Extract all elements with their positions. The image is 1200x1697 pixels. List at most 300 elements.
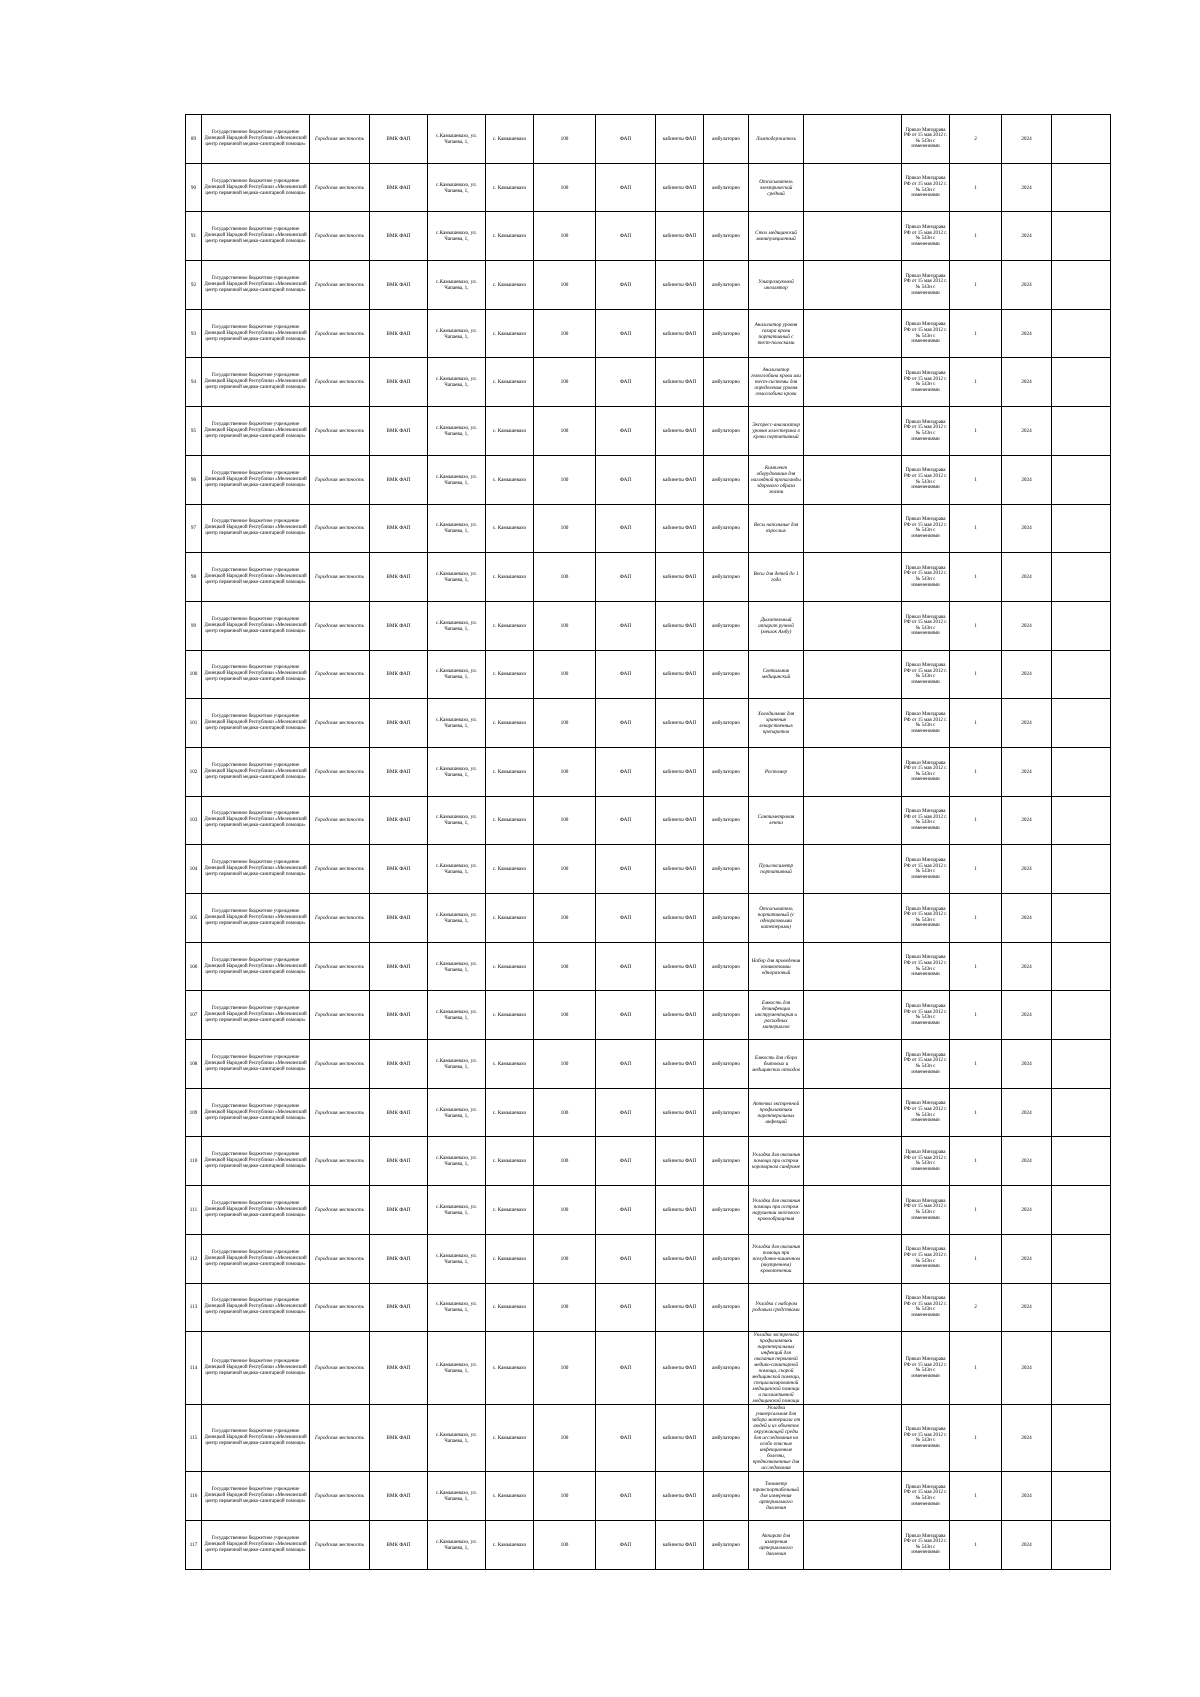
organization-cell: Государственное бюджетное учреждение Донецкой Народной Республики «Мелекинский центр первичной медико-санитарной помощи» — [202, 894, 310, 943]
address-cell: с.Камышевахо, ул. Чапаева, 1, — [428, 212, 486, 261]
equipment-name-cell: Светильник медицинский — [749, 650, 804, 699]
quantity-cell: 1 — [950, 1332, 1002, 1405]
year-cell: 2024 — [1002, 1234, 1052, 1283]
address-cell: с.Камышевахо, ул. Чапаева, 1, — [428, 601, 486, 650]
care-type-cell: амбулаторно — [704, 504, 749, 553]
empty-cell — [804, 261, 902, 310]
division-cell: ВМК ФАП — [370, 1283, 428, 1332]
locality-type-cell: Городская местность — [310, 115, 370, 164]
division-cell: ВМК ФАП — [370, 1040, 428, 1089]
table-row — [186, 650, 1111, 699]
division-cell: ВМК ФАП — [370, 699, 428, 748]
empty-cell — [1052, 650, 1111, 699]
row-number-cell: 107 — [186, 991, 202, 1040]
capacity-cell: 100 — [534, 991, 596, 1040]
year-cell: 2024 — [1002, 650, 1052, 699]
table-row — [186, 1234, 1111, 1283]
unit-cell: ФАП — [596, 358, 656, 407]
unit-cell: ФАП — [596, 212, 656, 261]
quantity-cell: 1 — [950, 1137, 1002, 1186]
quantity-cell: 1 — [950, 845, 1002, 894]
basis-document-cell: Приказ Минздрава РФ от 15 мая 2012 г. № 543н с изменениями — [902, 1472, 950, 1521]
organization-cell: Государственное бюджетное учреждение Донецкой Народной Республики «Мелекинский центр первичной медико-санитарной помощи» — [202, 796, 310, 845]
address-cell: с.Камышевахо, ул. Чапаева, 1, — [428, 358, 486, 407]
capacity-cell: 100 — [534, 553, 596, 602]
capacity-cell: 100 — [534, 601, 596, 650]
empty-cell — [804, 115, 902, 164]
address-cell: с.Камышевахо, ул. Чапаева, 1, — [428, 1186, 486, 1235]
locality-type-cell: Городская местность — [310, 601, 370, 650]
division-cell: ВМК ФАП — [370, 1520, 428, 1569]
quantity-cell: 1 — [950, 1405, 1002, 1472]
division-cell: ВМК ФАП — [370, 1088, 428, 1137]
locality-type-cell: Городская местность — [310, 1332, 370, 1405]
basis-document-cell: Приказ Минздрава РФ от 15 мая 2012 г. № 543н с изменениями — [902, 796, 950, 845]
room-cell: кабинеты ФАП — [656, 407, 704, 456]
settlement-cell: с. Камышевахо — [486, 1283, 534, 1332]
organization-cell: Государственное бюджетное учреждение Донецкой Народной Республики «Мелекинский центр первичной медико-санитарной помощи» — [202, 1186, 310, 1235]
address-cell: с.Камышевахо, ул. Чапаева, 1, — [428, 1088, 486, 1137]
room-cell: кабинеты ФАП — [656, 261, 704, 310]
year-cell: 2024 — [1002, 991, 1052, 1040]
care-type-cell: амбулаторно — [704, 261, 749, 310]
table-row — [186, 699, 1111, 748]
empty-cell — [804, 1137, 902, 1186]
room-cell: кабинеты ФАП — [656, 504, 704, 553]
capacity-cell: 100 — [534, 1520, 596, 1569]
room-cell: кабинеты ФАП — [656, 601, 704, 650]
empty-cell — [1052, 358, 1111, 407]
empty-cell — [1052, 1332, 1111, 1405]
organization-cell: Государственное бюджетное учреждение Донецкой Народной Республики «Мелекинский центр первичной медико-санитарной помощи» — [202, 455, 310, 504]
division-cell: ВМК ФАП — [370, 1405, 428, 1472]
quantity-cell: 1 — [950, 894, 1002, 943]
organization-cell: Государственное бюджетное учреждение Донецкой Народной Республики «Мелекинский центр первичной медико-санитарной помощи» — [202, 942, 310, 991]
organization-cell: Государственное бюджетное учреждение Донецкой Народной Республики «Мелекинский центр первичной медико-санитарной помощи» — [202, 212, 310, 261]
care-type-cell: амбулаторно — [704, 1332, 749, 1405]
equipment-name-cell: Пульсоксиметр портативный — [749, 845, 804, 894]
basis-document-cell: Приказ Минздрава РФ от 15 мая 2012 г. № 543н с изменениями — [902, 991, 950, 1040]
settlement-cell: с. Камышевахо — [486, 601, 534, 650]
settlement-cell: с. Камышевахо — [486, 115, 534, 164]
unit-cell: ФАП — [596, 553, 656, 602]
year-cell: 2024 — [1002, 942, 1052, 991]
unit-cell: ФАП — [596, 1405, 656, 1472]
quantity-cell: 1 — [950, 163, 1002, 212]
organization-cell: Государственное бюджетное учреждение Донецкой Народной Республики «Мелекинский центр первичной медико-санитарной помощи» — [202, 699, 310, 748]
empty-cell — [1052, 1234, 1111, 1283]
year-cell: 2024 — [1002, 1186, 1052, 1235]
organization-cell: Государственное бюджетное учреждение Донецкой Народной Республики «Мелекинский центр первичной медико-санитарной помощи» — [202, 845, 310, 894]
basis-document-cell: Приказ Минздрава РФ от 15 мая 2012 г. № 543н с изменениями — [902, 1405, 950, 1472]
division-cell: ВМК ФАП — [370, 747, 428, 796]
address-cell: с.Камышевахо, ул. Чапаева, 1, — [428, 942, 486, 991]
year-cell: 2024 — [1002, 1332, 1052, 1405]
capacity-cell: 100 — [534, 1234, 596, 1283]
organization-cell: Государственное бюджетное учреждение Донецкой Народной Республики «Мелекинский центр первичной медико-санитарной помощи» — [202, 261, 310, 310]
basis-document-cell: Приказ Минздрава РФ от 15 мая 2012 г. № 543н с изменениями — [902, 455, 950, 504]
basis-document-cell: Приказ Минздрава РФ от 15 мая 2012 г. № 543н с изменениями — [902, 1040, 950, 1089]
equipment-name-cell: Экспресс-анализатор уровня холестерина в крови портативный — [749, 407, 804, 456]
division-cell: ВМК ФАП — [370, 455, 428, 504]
basis-document-cell: Приказ Минздрава РФ от 15 мая 2012 г. № 543н с изменениями — [902, 747, 950, 796]
settlement-cell: с. Камышевахо — [486, 407, 534, 456]
division-cell: ВМК ФАП — [370, 115, 428, 164]
capacity-cell: 100 — [534, 1137, 596, 1186]
room-cell: кабинеты ФАП — [656, 309, 704, 358]
address-cell: с.Камышевахо, ул. Чапаева, 1, — [428, 1472, 486, 1521]
organization-cell: Государственное бюджетное учреждение Донецкой Народной Республики «Мелекинский центр первичной медико-санитарной помощи» — [202, 991, 310, 1040]
locality-type-cell: Городская местность — [310, 894, 370, 943]
care-type-cell: амбулаторно — [704, 1137, 749, 1186]
empty-cell — [1052, 115, 1111, 164]
locality-type-cell: Городская местность — [310, 747, 370, 796]
quantity-cell: 1 — [950, 1088, 1002, 1137]
table-row — [186, 1405, 1111, 1472]
table-row — [186, 1472, 1111, 1521]
capacity-cell: 100 — [534, 894, 596, 943]
organization-cell: Государственное бюджетное учреждение Донецкой Народной Республики «Мелекинский центр первичной медико-санитарной помощи» — [202, 115, 310, 164]
table-row — [186, 991, 1111, 1040]
division-cell: ВМК ФАП — [370, 309, 428, 358]
settlement-cell: с. Камышевахо — [486, 1520, 534, 1569]
table-row — [186, 845, 1111, 894]
row-number-cell: 105 — [186, 894, 202, 943]
organization-cell: Государственное бюджетное учреждение Донецкой Народной Республики «Мелекинский центр первичной медико-санитарной помощи» — [202, 163, 310, 212]
care-type-cell: амбулаторно — [704, 1405, 749, 1472]
empty-cell — [1052, 894, 1111, 943]
capacity-cell: 100 — [534, 358, 596, 407]
row-number-cell: 97 — [186, 504, 202, 553]
quantity-cell: 1 — [950, 747, 1002, 796]
address-cell: с.Камышевахо, ул. Чапаева, 1, — [428, 1234, 486, 1283]
organization-cell: Государственное бюджетное учреждение Донецкой Народной Республики «Мелекинский центр первичной медико-санитарной помощи» — [202, 1040, 310, 1089]
care-type-cell: амбулаторно — [704, 1186, 749, 1235]
table-row — [186, 601, 1111, 650]
locality-type-cell: Городская местность — [310, 845, 370, 894]
room-cell: кабинеты ФАП — [656, 212, 704, 261]
empty-cell — [1052, 1405, 1111, 1472]
equipment-table — [185, 114, 1111, 1570]
room-cell: кабинеты ФАП — [656, 747, 704, 796]
year-cell: 2024 — [1002, 212, 1052, 261]
table-row — [186, 1040, 1111, 1089]
capacity-cell: 100 — [534, 699, 596, 748]
organization-cell: Государственное бюджетное учреждение Донецкой Народной Республики «Мелекинский центр первичной медико-санитарной помощи» — [202, 1405, 310, 1472]
empty-cell — [804, 942, 902, 991]
address-cell: с.Камышевахо, ул. Чапаева, 1, — [428, 1520, 486, 1569]
room-cell: кабинеты ФАП — [656, 1405, 704, 1472]
equipment-name-cell: Анализатор гемоглобина крови или тест-системы для определения уровня гемоглобина крови — [749, 358, 804, 407]
unit-cell: ФАП — [596, 407, 656, 456]
settlement-cell: с. Камышевахо — [486, 1088, 534, 1137]
empty-cell — [1052, 601, 1111, 650]
table-row — [186, 1520, 1111, 1569]
table-row — [186, 1283, 1111, 1332]
quantity-cell: 1 — [950, 553, 1002, 602]
basis-document-cell: Приказ Минздрава РФ от 15 мая 2012 г. № 543н с изменениями — [902, 601, 950, 650]
locality-type-cell: Городская местность — [310, 407, 370, 456]
empty-cell — [1052, 796, 1111, 845]
row-number-cell: 108 — [186, 1040, 202, 1089]
division-cell: ВМК ФАП — [370, 1186, 428, 1235]
capacity-cell: 100 — [534, 796, 596, 845]
locality-type-cell: Городская местность — [310, 455, 370, 504]
division-cell: ВМК ФАП — [370, 1234, 428, 1283]
empty-cell — [1052, 1186, 1111, 1235]
capacity-cell: 100 — [534, 942, 596, 991]
empty-cell — [804, 1040, 902, 1089]
unit-cell: ФАП — [596, 650, 656, 699]
equipment-name-cell: Комплект оборудования для наглядной пропаганды здорового образа жизни — [749, 455, 804, 504]
organization-cell: Государственное бюджетное учреждение Донецкой Народной Республики «Мелекинский центр первичной медико-санитарной помощи» — [202, 1088, 310, 1137]
settlement-cell: с. Камышевахо — [486, 358, 534, 407]
room-cell: кабинеты ФАП — [656, 796, 704, 845]
address-cell: с.Камышевахо, ул. Чапаева, 1, — [428, 1283, 486, 1332]
year-cell: 2024 — [1002, 504, 1052, 553]
empty-cell — [804, 991, 902, 1040]
care-type-cell: амбулаторно — [704, 1283, 749, 1332]
division-cell: ВМК ФАП — [370, 894, 428, 943]
unit-cell: ФАП — [596, 261, 656, 310]
settlement-cell: с. Камышевахо — [486, 699, 534, 748]
locality-type-cell: Городская местность — [310, 504, 370, 553]
table-row — [186, 894, 1111, 943]
quantity-cell: 1 — [950, 309, 1002, 358]
division-cell: ВМК ФАП — [370, 942, 428, 991]
unit-cell: ФАП — [596, 1040, 656, 1089]
address-cell: с.Камышевахо, ул. Чапаева, 1, — [428, 747, 486, 796]
empty-cell — [804, 1520, 902, 1569]
empty-cell — [1052, 163, 1111, 212]
table-row — [186, 309, 1111, 358]
address-cell: с.Камышевахо, ул. Чапаева, 1, — [428, 1040, 486, 1089]
empty-cell — [1052, 407, 1111, 456]
room-cell: кабинеты ФАП — [656, 358, 704, 407]
settlement-cell: с. Камышевахо — [486, 1405, 534, 1472]
unit-cell: ФАП — [596, 163, 656, 212]
empty-cell — [1052, 1283, 1111, 1332]
address-cell: с.Камышевахо, ул. Чапаева, 1, — [428, 504, 486, 553]
equipment-name-cell: Укладка универсальная для забора материала от людей и из объектов окружающей среды для исследования на особо опасные инфекционные болезни, предназначенные для исследования — [749, 1405, 804, 1472]
locality-type-cell: Городская местность — [310, 991, 370, 1040]
year-cell: 2024 — [1002, 163, 1052, 212]
organization-cell: Государственное бюджетное учреждение Донецкой Народной Республики «Мелекинский центр первичной медико-санитарной помощи» — [202, 1332, 310, 1405]
equipment-name-cell: Укладка экстренной профилактики парентеральных инфекций для оказания первичной медико-санитарной помощи, скорой медицинской помощи, специализированной медицинской помощи и паллиативной медицинской помощи — [749, 1332, 804, 1405]
empty-cell — [1052, 1040, 1111, 1089]
room-cell: кабинеты ФАП — [656, 455, 704, 504]
organization-cell: Государственное бюджетное учреждение Донецкой Народной Республики «Мелекинский центр первичной медико-санитарной помощи» — [202, 1472, 310, 1521]
year-cell: 2024 — [1002, 894, 1052, 943]
address-cell: с.Камышевахо, ул. Чапаева, 1, — [428, 261, 486, 310]
year-cell: 2024 — [1002, 747, 1052, 796]
unit-cell: ФАП — [596, 504, 656, 553]
locality-type-cell: Городская местность — [310, 163, 370, 212]
row-number-cell: 110 — [186, 1137, 202, 1186]
address-cell: с.Камышевахо, ул. Чапаева, 1, — [428, 1137, 486, 1186]
year-cell: 2024 — [1002, 309, 1052, 358]
row-number-cell: 99 — [186, 601, 202, 650]
quantity-cell: 1 — [950, 1234, 1002, 1283]
year-cell: 2024 — [1002, 553, 1052, 602]
room-cell: кабинеты ФАП — [656, 163, 704, 212]
care-type-cell: амбулаторно — [704, 407, 749, 456]
basis-document-cell: Приказ Минздрава РФ от 15 мая 2012 г. № 543н с изменениями — [902, 1520, 950, 1569]
unit-cell: ФАП — [596, 1283, 656, 1332]
basis-document-cell: Приказ Минздрава РФ от 15 мая 2012 г. № 543н с изменениями — [902, 845, 950, 894]
settlement-cell: с. Камышевахо — [486, 1137, 534, 1186]
empty-cell — [804, 358, 902, 407]
address-cell: с.Камышевахо, ул. Чапаева, 1, — [428, 407, 486, 456]
care-type-cell: амбулаторно — [704, 1520, 749, 1569]
table-row — [186, 358, 1111, 407]
equipment-name-cell: Стол медицинский манипуляционный — [749, 212, 804, 261]
row-number-cell: 94 — [186, 358, 202, 407]
unit-cell: ФАП — [596, 796, 656, 845]
care-type-cell: амбулаторно — [704, 1472, 749, 1521]
quantity-cell: 1 — [950, 991, 1002, 1040]
year-cell: 2024 — [1002, 1283, 1052, 1332]
year-cell: 2024 — [1002, 1088, 1052, 1137]
row-number-cell: 91 — [186, 212, 202, 261]
division-cell: ВМК ФАП — [370, 1332, 428, 1405]
equipment-name-cell: Аппарат для измерения артериального давления — [749, 1520, 804, 1569]
year-cell: 2024 — [1002, 796, 1052, 845]
division-cell: ВМК ФАП — [370, 650, 428, 699]
settlement-cell: с. Камышевахо — [486, 212, 534, 261]
empty-cell — [1052, 845, 1111, 894]
address-cell: с.Камышевахо, ул. Чапаева, 1, — [428, 553, 486, 602]
division-cell: ВМК ФАП — [370, 553, 428, 602]
capacity-cell: 100 — [534, 261, 596, 310]
row-number-cell: 104 — [186, 845, 202, 894]
empty-cell — [804, 1186, 902, 1235]
quantity-cell: 2 — [950, 1283, 1002, 1332]
unit-cell: ФАП — [596, 455, 656, 504]
settlement-cell: с. Камышевахо — [486, 163, 534, 212]
row-number-cell: 103 — [186, 796, 202, 845]
empty-cell — [804, 553, 902, 602]
table-row — [186, 747, 1111, 796]
care-type-cell: амбулаторно — [704, 601, 749, 650]
row-number-cell: 96 — [186, 455, 202, 504]
organization-cell: Государственное бюджетное учреждение Донецкой Народной Республики «Мелекинский центр первичной медико-санитарной помощи» — [202, 601, 310, 650]
care-type-cell: амбулаторно — [704, 699, 749, 748]
locality-type-cell: Городская местность — [310, 309, 370, 358]
division-cell: ВМК ФАП — [370, 1472, 428, 1521]
locality-type-cell: Городская местность — [310, 699, 370, 748]
basis-document-cell: Приказ Минздрава РФ от 15 мая 2012 г. № 543н с изменениями — [902, 894, 950, 943]
capacity-cell: 100 — [534, 650, 596, 699]
equipment-name-cell: Ростомер — [749, 747, 804, 796]
locality-type-cell: Городская местность — [310, 1186, 370, 1235]
capacity-cell: 100 — [534, 845, 596, 894]
capacity-cell: 100 — [534, 1283, 596, 1332]
row-number-cell: 106 — [186, 942, 202, 991]
settlement-cell: с. Камышевахо — [486, 894, 534, 943]
care-type-cell: амбулаторно — [704, 309, 749, 358]
empty-cell — [804, 163, 902, 212]
equipment-name-cell: Весы напольные для взрослых — [749, 504, 804, 553]
capacity-cell: 100 — [534, 1040, 596, 1089]
row-number-cell: 92 — [186, 261, 202, 310]
unit-cell: ФАП — [596, 115, 656, 164]
room-cell: кабинеты ФАП — [656, 1186, 704, 1235]
room-cell: кабинеты ФАП — [656, 1088, 704, 1137]
address-cell: с.Камышевахо, ул. Чапаева, 1, — [428, 699, 486, 748]
address-cell: с.Камышевахо, ул. Чапаева, 1, — [428, 1332, 486, 1405]
row-number-cell: 100 — [186, 650, 202, 699]
locality-type-cell: Городская местность — [310, 1088, 370, 1137]
unit-cell: ФАП — [596, 601, 656, 650]
address-cell: с.Камышевахо, ул. Чапаева, 1, — [428, 309, 486, 358]
settlement-cell: с. Камышевахо — [486, 991, 534, 1040]
organization-cell: Государственное бюджетное учреждение Донецкой Народной Республики «Мелекинский центр первичной медико-санитарной помощи» — [202, 358, 310, 407]
row-number-cell: 113 — [186, 1283, 202, 1332]
basis-document-cell: Приказ Минздрава РФ от 15 мая 2012 г. № 543н с изменениями — [902, 1283, 950, 1332]
address-cell: с.Камышевахо, ул. Чапаева, 1, — [428, 1405, 486, 1472]
table-row — [186, 796, 1111, 845]
locality-type-cell: Городская местность — [310, 358, 370, 407]
empty-cell — [804, 212, 902, 261]
room-cell: кабинеты ФАП — [656, 553, 704, 602]
address-cell: с.Камышевахо, ул. Чапаева, 1, — [428, 115, 486, 164]
quantity-cell: 1 — [950, 455, 1002, 504]
year-cell: 2024 — [1002, 1472, 1052, 1521]
equipment-name-cell: Укладка для оказания помощи при остром нарушении мозгового кровообращения — [749, 1186, 804, 1235]
unit-cell: ФАП — [596, 699, 656, 748]
quantity-cell: 1 — [950, 358, 1002, 407]
year-cell: 2024 — [1002, 1520, 1052, 1569]
division-cell: ВМК ФАП — [370, 212, 428, 261]
care-type-cell: амбулаторно — [704, 1234, 749, 1283]
year-cell: 2024 — [1002, 261, 1052, 310]
care-type-cell: амбулаторно — [704, 212, 749, 261]
empty-cell — [804, 796, 902, 845]
division-cell: ВМК ФАП — [370, 163, 428, 212]
room-cell: кабинеты ФАП — [656, 1137, 704, 1186]
empty-cell — [804, 747, 902, 796]
care-type-cell: амбулаторно — [704, 942, 749, 991]
care-type-cell: амбулаторно — [704, 650, 749, 699]
quantity-cell: 1 — [950, 1520, 1002, 1569]
locality-type-cell: Городская местность — [310, 1040, 370, 1089]
unit-cell: ФАП — [596, 1332, 656, 1405]
equipment-name-cell: Укладка с набором родовым средствами — [749, 1283, 804, 1332]
locality-type-cell: Городская местность — [310, 650, 370, 699]
row-number-cell: 90 — [186, 163, 202, 212]
unit-cell: ФАП — [596, 942, 656, 991]
table-row — [186, 1332, 1111, 1405]
room-cell: кабинеты ФАП — [656, 1472, 704, 1521]
year-cell: 2024 — [1002, 115, 1052, 164]
empty-cell — [804, 1283, 902, 1332]
row-number-cell: 117 — [186, 1520, 202, 1569]
empty-cell — [1052, 504, 1111, 553]
basis-document-cell: Приказ Минздрава РФ от 15 мая 2012 г. № 543н с изменениями — [902, 163, 950, 212]
quantity-cell: 1 — [950, 601, 1002, 650]
empty-cell — [1052, 309, 1111, 358]
settlement-cell: с. Камышевахо — [486, 650, 534, 699]
empty-cell — [1052, 747, 1111, 796]
locality-type-cell: Городская местность — [310, 796, 370, 845]
care-type-cell: амбулаторно — [704, 1088, 749, 1137]
quantity-cell: 1 — [950, 1186, 1002, 1235]
equipment-name-cell: Холодильник для хранения лекарственных препаратов — [749, 699, 804, 748]
quantity-cell: 1 — [950, 942, 1002, 991]
empty-cell — [1052, 1520, 1111, 1569]
table-row — [186, 1137, 1111, 1186]
